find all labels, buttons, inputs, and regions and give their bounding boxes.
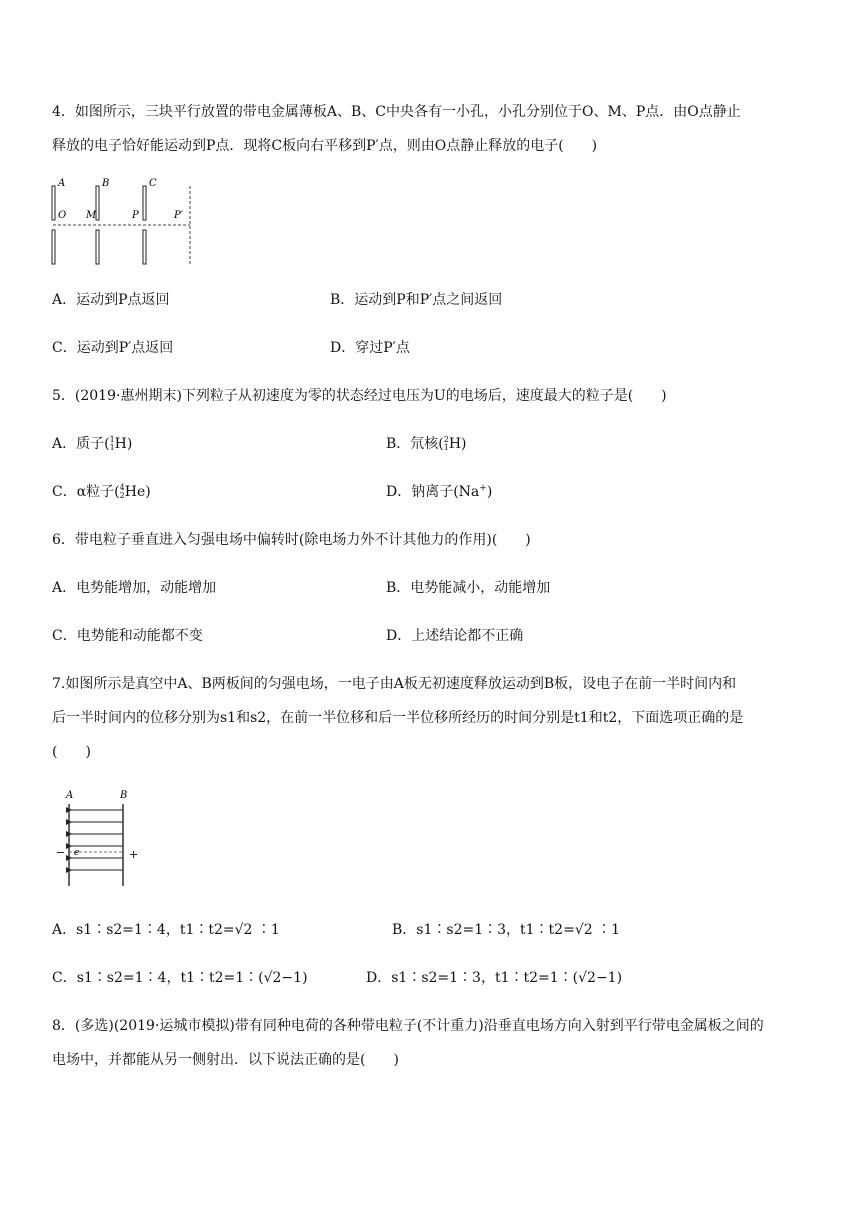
q7-option-d[interactable]: D．s1∶s2=1∶3，t1∶t2=1∶(√2−1): [366, 970, 623, 986]
label-b: B: [102, 178, 110, 189]
q7-option-a[interactable]: A．s1∶s2=1∶4，t1∶t2=√2 ∶1: [52, 922, 280, 938]
label-a: A: [58, 178, 66, 189]
q5-c-mass: 4: [119, 483, 125, 492]
q5-b-mass: 2: [443, 435, 449, 444]
q7-option-c[interactable]: C．s1∶s2=1∶4，t1∶t2=1∶(√2−1): [52, 970, 308, 986]
label-p-prime: P′: [174, 210, 183, 221]
q7-line-2: 后一半时间内的位移分别为s1和s2，在前一半位移和后一半位移所经历的时间分别是t1和t2，下面选项正确的是: [52, 710, 744, 726]
q7-line-1: 7.如图所示是真空中A、B两板间的匀强电场，一电子由A板无初速度释放运动到B板，设电子在前一半时间内和: [52, 676, 737, 692]
q8-line-1: 8．(多选)(2019·运城市模拟)带有同种电荷的各种带电粒子(不计重力)沿垂直电场方向入射到平行带电金属板之间的: [52, 1018, 764, 1034]
q5-option-d-text: D．钠离子(Na: [386, 484, 480, 500]
q6-line: 6．带电粒子垂直进入匀强电场中偏转时(除电场力外不计其他力的作用)( ): [52, 532, 531, 548]
q5-d-charge: +: [479, 483, 487, 494]
q5-c-symbol: He): [124, 484, 151, 500]
plate-a-lower: [52, 230, 55, 264]
q5-option-b-text: B．氘核(: [386, 436, 444, 452]
q5-b-symbol: H): [448, 436, 467, 452]
q7-option-b[interactable]: B．s1∶s2=1∶3，t1∶t2=√2 ∶1: [392, 922, 620, 938]
q5-option-a[interactable]: [52, 434, 132, 454]
plate-a-upper: [52, 186, 55, 220]
q5-line: 5．(2019·惠州期末)下列粒子从初速度为零的状态经过电压为U的电场后，速度最大的粒子是( ): [52, 388, 667, 404]
q6-option-c[interactable]: C．电势能和动能都不变: [52, 628, 203, 644]
q7-line-3: ( ): [52, 744, 91, 760]
q6-option-d[interactable]: D．上述结论都不正确: [386, 628, 524, 644]
label-a: A: [66, 790, 74, 801]
q5-a-mass: 1: [109, 435, 115, 444]
plate-b-lower: [96, 230, 99, 264]
q6-option-a[interactable]: A．电势能增加，动能增加: [52, 580, 217, 596]
q5-a-charge: 1: [109, 443, 115, 452]
q4-option-d[interactable]: D．穿过P′点: [330, 340, 410, 356]
q5-option-d[interactable]: [386, 482, 492, 502]
q5-option-a-text: A．质子(: [52, 436, 110, 452]
q8-line-2: 电场中，并都能从另一侧射出．以下说法正确的是( ): [52, 1052, 399, 1068]
plate-b-upper: [96, 186, 99, 220]
label-electron: e: [74, 848, 80, 858]
q5-d-symbol: ): [486, 484, 493, 500]
label-b: B: [120, 790, 128, 801]
q5-a-symbol: H): [114, 436, 133, 452]
q5-b-charge: 1: [443, 443, 449, 452]
q4-option-c[interactable]: C．运动到P′点返回: [52, 340, 174, 356]
q5-c-charge: 2: [119, 491, 125, 500]
q4-line-2: 释放的电子恰好能运动到P点．现将C板向右平移到P′点，则由O点静止释放的电子( ): [52, 138, 598, 154]
label-c: C: [149, 178, 157, 189]
q4-option-a[interactable]: A．运动到P点返回: [52, 292, 170, 308]
plate-c-upper: [143, 186, 146, 220]
label-p: P: [132, 210, 139, 221]
q5-option-c-text: C．α粒子(: [52, 484, 120, 500]
label-plus: +: [129, 848, 139, 861]
q5-option-c[interactable]: [52, 482, 151, 502]
label-o: O: [58, 210, 67, 221]
q4-line-1: 4．如图所示，三块平行放置的带电金属薄板A、B、C中央各有一小孔，小孔分别位于O、M、P点．由O点静止: [52, 104, 741, 120]
q6-option-b[interactable]: B．电势能减小，动能增加: [386, 580, 551, 596]
q4-figure: [48, 176, 198, 268]
label-minus: −: [56, 846, 66, 859]
label-m: M: [86, 210, 97, 221]
plate-c-lower: [143, 230, 146, 264]
q5-option-b[interactable]: [386, 434, 467, 454]
q4-option-b[interactable]: B．运动到P和P′点之间返回: [330, 292, 503, 308]
q7-figure: [50, 786, 150, 890]
